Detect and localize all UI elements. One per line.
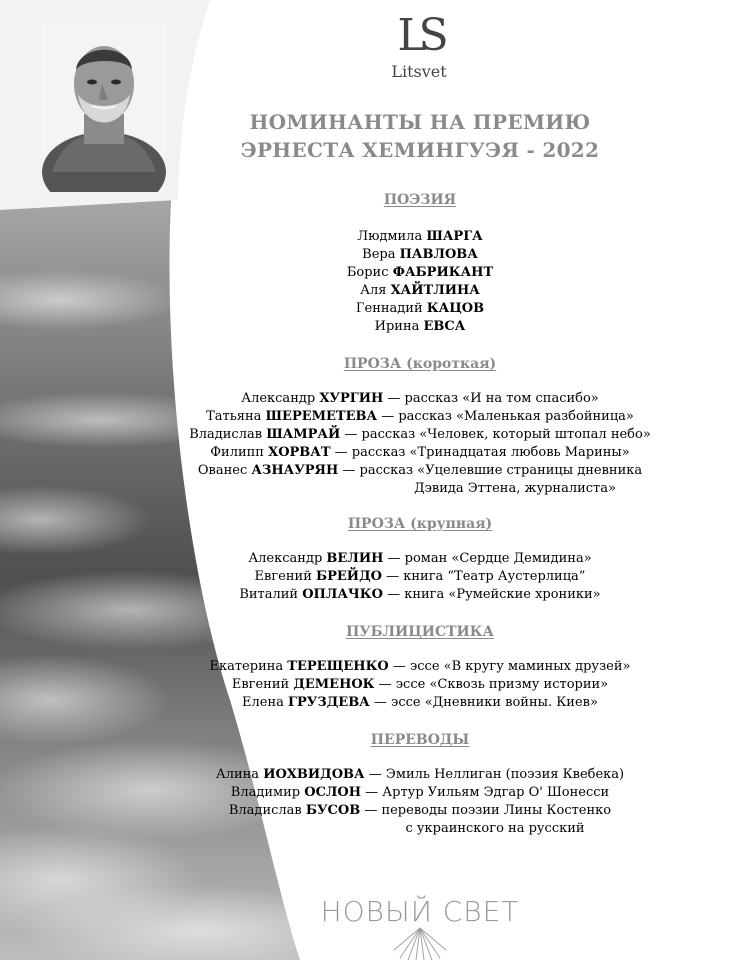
nominee-row [180,228,660,246]
novy-svet-logo: НОВЫЙ СВЕТ [320,895,520,928]
first-name: Владислав [228,803,302,818]
surname: ОСЛОН [304,785,362,800]
nominee-row [180,586,660,604]
work-title: — книга “Театр Аустерлица” [381,569,586,584]
surname: ЕВСА [423,319,466,334]
surname: ПАВЛОВА [399,247,478,262]
surname: БУСОВ [305,803,361,818]
work-title: — Артур Уильям Эдгар О' Шонесси [361,785,610,800]
section-heading-translations: ПЕРЕВОДЫ [370,732,470,748]
nominee-list-translations [180,766,660,838]
first-name: Ирина [374,319,420,334]
work-title-continuation: с украинского на русский [405,821,585,836]
first-name: Татьяна [206,409,262,424]
surname: АЗНАУРЯН [251,463,339,478]
work-title: — рассказ «Уцелевшие страницы дневника [338,463,643,478]
surname: ХОРВАТ [268,445,331,460]
logo-wordmark: Litsvet [391,62,447,81]
surname: ИОХВИДОВА [263,767,365,782]
first-name: Евгений [254,569,312,584]
section-heading-long-prose: ПРОЗА (крупная) [347,516,493,532]
first-name: Вера [362,247,396,262]
nominee-row [180,426,660,444]
nominee-list-poetry [180,228,660,336]
nominee-row [180,802,660,820]
first-name: Виталий [239,587,299,602]
litsvet-logo [384,10,454,81]
nominee-row [180,676,660,694]
nominee-row [180,318,660,336]
first-name: Филипп [210,445,264,460]
work-title: — переводы поэзии Лины Костенко [360,803,612,818]
surname: БРЕЙДО [316,569,382,584]
surname: ВЕЛИН [326,551,384,566]
page-title-line1: НОМИНАНТЫ НА ПРЕМИЮ [249,110,591,134]
first-name: Борис [346,265,389,280]
section-heading-poetry: ПОЭЗИЯ [383,192,457,208]
nominee-row [180,462,660,480]
nominee-row [180,550,660,568]
logo-monogram: LS [397,10,441,61]
work-title: — рассказ «И на том спасибо» [383,391,599,406]
first-name: Екатерина [209,659,284,674]
nominee-list-essays [180,658,660,712]
nominee-list-long-prose [180,550,660,604]
first-name: Елена [242,695,284,710]
nominee-row [180,408,660,426]
work-title: — роман «Сердце Демидина» [383,551,592,566]
work-title: — Эмиль Неллиган (поэзия Квебека) [364,767,625,782]
nominee-row [180,282,660,300]
nominee-row [180,766,660,784]
nominee-row [180,568,660,586]
first-name: Александр [241,391,316,406]
first-name: Алина [215,767,260,782]
work-title: — рассказ «Тринадцатая любовь Марины» [330,445,630,460]
work-title: — эссе «Сквозь призму истории» [374,677,609,692]
sunburst-icon [380,920,460,960]
surname: ШАМРАЙ [266,427,341,442]
first-name: Аля [360,283,387,298]
nominee-row [180,658,660,676]
first-name: Евгений [231,677,290,692]
first-name: Владимир [230,785,301,800]
surname: ФАБРИКАНТ [392,265,494,280]
nominee-row [180,390,660,408]
surname: ОПЛАЧКО [302,587,383,602]
nominee-row-continuation [180,820,660,838]
work-title: — книга «Румейские хроники» [382,587,601,602]
surname: ШАРГА [426,229,483,244]
work-title: — рассказ «Человек, который штопал небо» [340,427,651,442]
nominee-row [180,264,660,282]
surname: ТЕРЕЩЕНКО [287,659,389,674]
surname: ДЕМЕНОК [293,677,375,692]
nominee-row [180,694,660,712]
work-title: — эссе «Дневники войны. Киев» [369,695,598,710]
work-title: — эссе «В кругу маминых друзей» [388,659,631,674]
writer-portrait [42,22,166,192]
first-name: Владислав [189,427,263,442]
first-name: Ованес [197,463,248,478]
nominee-row [180,246,660,264]
first-name: Александр [248,551,323,566]
work-title: — рассказ «Маленькая разбойница» [377,409,634,424]
surname: ГРУЗДЕВА [288,695,370,710]
surname: ШЕРЕМЕТЕВА [265,409,378,424]
surname: КАЦОВ [426,301,485,316]
nominee-row [180,300,660,318]
work-title-continuation: Дэвида Эттена, журналиста» [414,481,616,496]
first-name: Людмила [357,229,423,244]
section-heading-short-prose: ПРОЗА (короткая) [343,356,497,372]
section-heading-essays: ПУБЛИЦИСТИКА [346,624,494,640]
nominee-list-short-prose [180,390,660,498]
nominee-row-continuation [180,480,660,498]
nominee-row [180,444,660,462]
page-title-line2: ЭРНЕСТА ХЕМИНГУЭЯ - 2022 [240,138,600,162]
nominee-row [180,784,660,802]
first-name: Геннадий [355,301,423,316]
surname: ХАЙТЛИНА [390,283,480,298]
surname: ХУРГИН [319,391,384,406]
